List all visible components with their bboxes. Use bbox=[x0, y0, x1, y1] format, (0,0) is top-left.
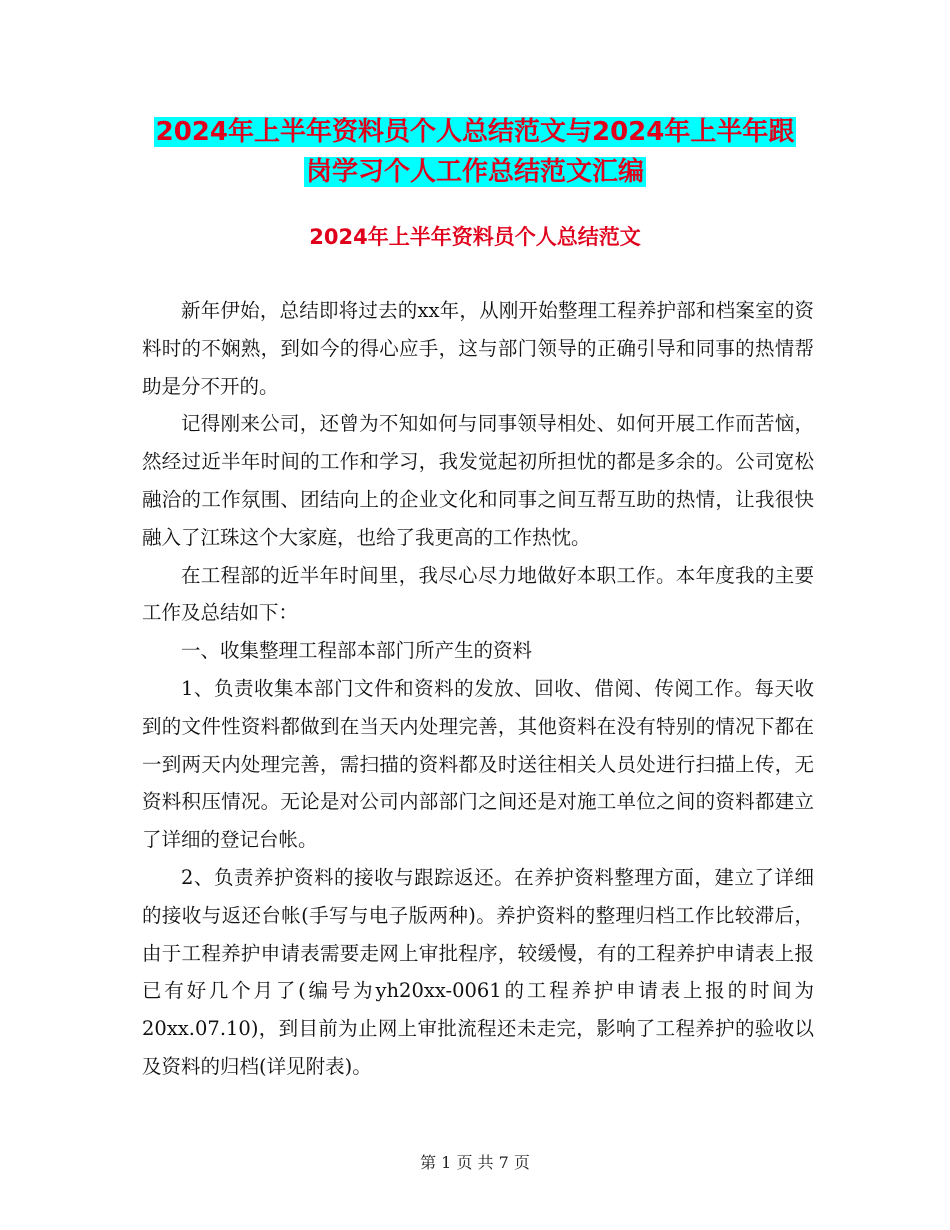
paragraph: 记得刚来公司，还曾为不知如何与同事领导相处、如何开展工作而苦恼，然经过近半年时间的工作和学习，我发觉起初所担忧的都是多余的。公司宽松融洽的工作氛围、团结向上的企业文化和同事之间互帮互助的热情，让我很快融入了江珠这个大家庭，也给了我更高的工作热忱。 bbox=[142, 412, 814, 549]
paragraph: 在工程部的近半年时间里，我尽心尽力地做好本职工作。本年度我的主要工作及总结如下： bbox=[142, 563, 814, 625]
paragraph-heading: 一、收集整理工程部本部门所产生的资料 bbox=[181, 639, 533, 663]
section-title: 2024年上半年资料员个人总结范文 bbox=[309, 225, 641, 249]
paragraph: 2、负责养护资料的接收与跟踪返还。在养护资料整理方面，建立了详细的接收与返还台帐(手写与电子版两种)。养护资料的整理归档工作比较滞后，由于工程养护申请表需要走网上审批程序，较缓慢，有的工程养护申请表上报已有好几个月了(编号为yh20xx-0061的工程养护申请表上报的时间为20xx.07.10)，到目前为止网上审批流程还未走完，影响了工程养护的验收以及资料的归档(详见附表)。 bbox=[142, 865, 814, 1078]
paragraph: 新年伊始，总结即将过去的xx年，从刚开始整理工程养护部和档案室的资料时的不娴熟，到如今的得心应手，这与部门领导的正确引导和同事的热情帮助是分不开的。 bbox=[142, 299, 814, 398]
document-title-line-1: 2024年上半年资料员个人总结范文与2024年上半年跟 bbox=[155, 117, 795, 147]
page-number-footer: 第 1 页 共 7 页 bbox=[420, 1153, 530, 1172]
paragraph: 1、负责收集本部门文件和资料的发放、回收、借阅、传阅工作。每天收到的文件性资料都做到在当天内处理完善，其他资料在没有特别的情况下都在一到两天内处理完善，需扫描的资料都及时送往相关人员处进行扫描上传，无资料积压情况。无论是对公司内部部门之间还是对施工单位之间的资料都建立了详细的登记台帐。 bbox=[142, 676, 814, 852]
document-title-line-2: 岗学习个人工作总结范文汇编 bbox=[305, 157, 644, 187]
document-title bbox=[0, 112, 950, 192]
document-body bbox=[142, 292, 814, 1086]
